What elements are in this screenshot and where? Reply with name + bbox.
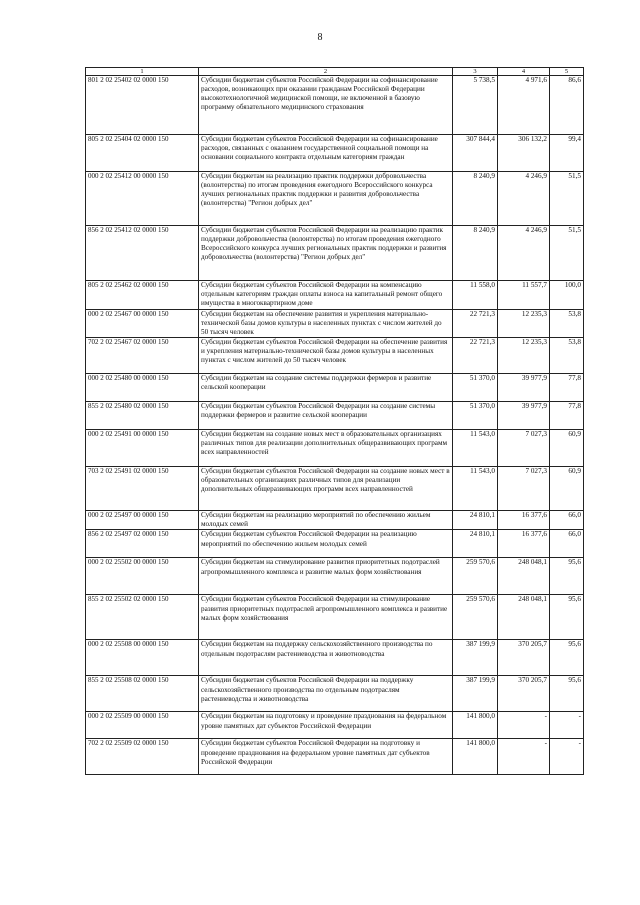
description-cell: Субсидии бюджетам на обеспечение развития и укрепления материально-технической базы домов культуры в населенных пунктах с числом жителей до 50 тысяч человек xyxy=(199,310,453,338)
plan-amount-cell: 22 721,3 xyxy=(453,338,498,374)
description-cell: Субсидии бюджетам субъектов Российской Федерации на создание новых мест в образовательных организациях различных типов для реализации дополнительных общеразвивающих программ всех направленностей xyxy=(199,467,453,511)
actual-amount-cell: 248 048,1 xyxy=(498,558,550,595)
actual-amount-cell: 16 377,6 xyxy=(498,511,550,530)
plan-amount-cell: 8 240,9 xyxy=(453,172,498,226)
description-cell: Субсидии бюджетам субъектов Российской Федерации на софинансирование расходов, связанных с оказанием государственной социальной помощи на основании социального контракта отдельным категориям граждан xyxy=(199,135,453,172)
plan-amount-cell: 5 738,5 xyxy=(453,76,498,135)
header-col-3: 3 xyxy=(453,68,498,76)
page-number: 8 xyxy=(317,32,323,43)
description-cell: Субсидии бюджетам на реализацию мероприятий по обеспечению жильем молодых семей xyxy=(199,511,453,530)
plan-amount-cell: 22 721,3 xyxy=(453,310,498,338)
table-row xyxy=(86,172,584,226)
actual-amount-cell: 4 246,9 xyxy=(498,226,550,281)
description-cell: Субсидии бюджетам субъектов Российской Федерации на софинансирование расходов, возникающих при оказании гражданам Российской Федерации высокотехнологичной медицинской помощи, не включенной в базовую программу обязательного медицинского страхования xyxy=(199,76,453,135)
plan-amount-cell: 141 800,0 xyxy=(453,712,498,739)
actual-amount-cell: - xyxy=(498,712,550,739)
percent-cell: 95,6 xyxy=(550,595,584,640)
actual-amount-cell: 248 048,1 xyxy=(498,595,550,640)
budget-table xyxy=(85,67,584,775)
budget-code-cell: 805 2 02 25404 02 0000 150 xyxy=(86,135,199,172)
plan-amount-cell: 11 558,0 xyxy=(453,281,498,310)
percent-cell: - xyxy=(550,712,584,739)
percent-cell: 51,5 xyxy=(550,172,584,226)
table-row xyxy=(86,712,584,739)
table-header-row xyxy=(86,68,584,76)
actual-amount-cell: 11 557,7 xyxy=(498,281,550,310)
header-col-1: 1 xyxy=(86,68,199,76)
actual-amount-cell: 12 235,3 xyxy=(498,310,550,338)
description-cell: Субсидии бюджетам субъектов Российской Федерации на стимулирование развития приоритетных подотраслей агропромышленного комплекса и развитие малых форм хозяйствования xyxy=(199,595,453,640)
description-cell: Субсидии бюджетам субъектов Российской Федерации на компенсацию отдельным категориям граждан оплаты взноса на капитальный ремонт общего имущества в многоквартирном доме xyxy=(199,281,453,310)
actual-amount-cell: 12 235,3 xyxy=(498,338,550,374)
budget-code-cell: 801 2 02 25402 02 0000 150 xyxy=(86,76,199,135)
description-cell: Субсидии бюджетам на создание системы поддержки фермеров и развитие сельской кооперации xyxy=(199,374,453,402)
table-row xyxy=(86,640,584,676)
table-row xyxy=(86,226,584,281)
actual-amount-cell: 370 205,7 xyxy=(498,640,550,676)
plan-amount-cell: 387 199,9 xyxy=(453,676,498,712)
table-row xyxy=(86,676,584,712)
actual-amount-cell: 39 977,9 xyxy=(498,402,550,430)
percent-cell: 53,8 xyxy=(550,310,584,338)
actual-amount-cell: 306 132,2 xyxy=(498,135,550,172)
table-row xyxy=(86,467,584,511)
percent-cell: 77,8 xyxy=(550,402,584,430)
percent-cell: 99,4 xyxy=(550,135,584,172)
plan-amount-cell: 259 570,6 xyxy=(453,558,498,595)
header-col-5: 5 xyxy=(550,68,584,76)
percent-cell: 95,6 xyxy=(550,640,584,676)
percent-cell: 53,8 xyxy=(550,338,584,374)
description-cell: Субсидии бюджетам субъектов Российской Федерации на реализацию мероприятий по обеспечению жильем молодых семей xyxy=(199,530,453,558)
plan-amount-cell: 8 240,9 xyxy=(453,226,498,281)
percent-cell: 66,0 xyxy=(550,530,584,558)
description-cell: Субсидии бюджетам субъектов Российской Федерации на обеспечение развития и укрепления материально-технической базы домов культуры в населенных пунктах с числом жителей до 50 тысяч человек xyxy=(199,338,453,374)
description-cell: Субсидии бюджетам на стимулирование развития приоритетных подотраслей агропромышленного комплекса и развитие малых форм хозяйствования xyxy=(199,558,453,595)
budget-code-cell: 000 2 02 25509 00 0000 150 xyxy=(86,712,199,739)
percent-cell: 86,6 xyxy=(550,76,584,135)
budget-code-cell: 856 2 02 25412 02 0000 150 xyxy=(86,226,199,281)
percent-cell: 60,9 xyxy=(550,430,584,467)
plan-amount-cell: 307 844,4 xyxy=(453,135,498,172)
description-cell: Субсидии бюджетам на реализацию практик поддержки добровольчества (волонтерства) по итогам проведения ежегодного Всероссийского конкурса лучших региональных практик поддержки и развития добровольчества (волонтерства) "Регион добрых дел" xyxy=(199,172,453,226)
plan-amount-cell: 24 810,1 xyxy=(453,511,498,530)
budget-code-cell: 703 2 02 25491 02 0000 150 xyxy=(86,467,199,511)
header-col-2: 2 xyxy=(199,68,453,76)
table-row xyxy=(86,76,584,135)
table-row xyxy=(86,135,584,172)
budget-code-cell: 000 2 02 25497 00 0000 150 xyxy=(86,511,199,530)
percent-cell: 100,0 xyxy=(550,281,584,310)
budget-code-cell: 000 2 02 25467 00 0000 150 xyxy=(86,310,199,338)
actual-amount-cell: 39 977,9 xyxy=(498,374,550,402)
budget-code-cell: 855 2 02 25502 02 0000 150 xyxy=(86,595,199,640)
table-row xyxy=(86,595,584,640)
description-cell: Субсидии бюджетам субъектов Российской Федерации на создание системы поддержки фермеров и развитие сельской кооперации xyxy=(199,402,453,430)
actual-amount-cell: 370 205,7 xyxy=(498,676,550,712)
actual-amount-cell: 16 377,6 xyxy=(498,530,550,558)
percent-cell: - xyxy=(550,739,584,775)
table-row xyxy=(86,402,584,430)
budget-code-cell: 702 2 02 25509 02 0000 150 xyxy=(86,739,199,775)
percent-cell: 95,6 xyxy=(550,558,584,595)
budget-code-cell: 702 2 02 25467 02 0000 150 xyxy=(86,338,199,374)
description-cell: Субсидии бюджетам на поддержку сельскохозяйственного производства по отдельным подотраслям растениеводства и животноводства xyxy=(199,640,453,676)
actual-amount-cell: 4 971,6 xyxy=(498,76,550,135)
plan-amount-cell: 51 370,0 xyxy=(453,374,498,402)
percent-cell: 51,5 xyxy=(550,226,584,281)
budget-code-cell: 000 2 02 25412 00 0000 150 xyxy=(86,172,199,226)
budget-code-cell: 855 2 02 25480 02 0000 150 xyxy=(86,402,199,430)
description-cell: Субсидии бюджетам на создание новых мест в образовательных организациях различных типов для реализации дополнительных общеразвивающих программ всех направленностей xyxy=(199,430,453,467)
actual-amount-cell: 7 027,3 xyxy=(498,467,550,511)
table-row xyxy=(86,511,584,530)
budget-code-cell: 000 2 02 25508 00 0000 150 xyxy=(86,640,199,676)
percent-cell: 66,0 xyxy=(550,511,584,530)
percent-cell: 77,8 xyxy=(550,374,584,402)
actual-amount-cell: 7 027,3 xyxy=(498,430,550,467)
actual-amount-cell: - xyxy=(498,739,550,775)
plan-amount-cell: 11 543,0 xyxy=(453,467,498,511)
percent-cell: 60,9 xyxy=(550,467,584,511)
plan-amount-cell: 387 199,9 xyxy=(453,640,498,676)
plan-amount-cell: 24 810,1 xyxy=(453,530,498,558)
actual-amount-cell: 4 246,9 xyxy=(498,172,550,226)
table-row xyxy=(86,374,584,402)
plan-amount-cell: 51 370,0 xyxy=(453,402,498,430)
percent-cell: 95,6 xyxy=(550,676,584,712)
budget-code-cell: 856 2 02 25497 02 0000 150 xyxy=(86,530,199,558)
table-row xyxy=(86,530,584,558)
table-row xyxy=(86,310,584,338)
description-cell: Субсидии бюджетам субъектов Российской Федерации на поддержку сельскохозяйственного производства по отдельным подотраслям растениеводства и животноводства xyxy=(199,676,453,712)
table-row xyxy=(86,739,584,775)
plan-amount-cell: 259 570,6 xyxy=(453,595,498,640)
description-cell: Субсидии бюджетам на подготовку и проведение празднования на федеральном уровне памятных дат субъектов Российской Федерации xyxy=(199,712,453,739)
budget-code-cell: 000 2 02 25480 00 0000 150 xyxy=(86,374,199,402)
table-row xyxy=(86,338,584,374)
budget-code-cell: 855 2 02 25508 02 0000 150 xyxy=(86,676,199,712)
table-row xyxy=(86,281,584,310)
description-cell: Субсидии бюджетам субъектов Российской Федерации на подготовку и проведение празднования на федеральном уровне памятных дат субъектов Российской Федерации xyxy=(199,739,453,775)
table-row xyxy=(86,558,584,595)
plan-amount-cell: 11 543,0 xyxy=(453,430,498,467)
plan-amount-cell: 141 800,0 xyxy=(453,739,498,775)
budget-code-cell: 805 2 02 25462 02 0000 150 xyxy=(86,281,199,310)
description-cell: Субсидии бюджетам субъектов Российской Федерации на реализацию практик поддержки добровольчества (волонтерства) по итогам проведения ежегодного Всероссийского конкурса лучших региональных практик поддержки и развития добровольчества (волонтерства) "Регион добрых дел" xyxy=(199,226,453,281)
header-col-4: 4 xyxy=(498,68,550,76)
table-row xyxy=(86,430,584,467)
budget-code-cell: 000 2 02 25502 00 0000 150 xyxy=(86,558,199,595)
budget-code-cell: 000 2 02 25491 00 0000 150 xyxy=(86,430,199,467)
